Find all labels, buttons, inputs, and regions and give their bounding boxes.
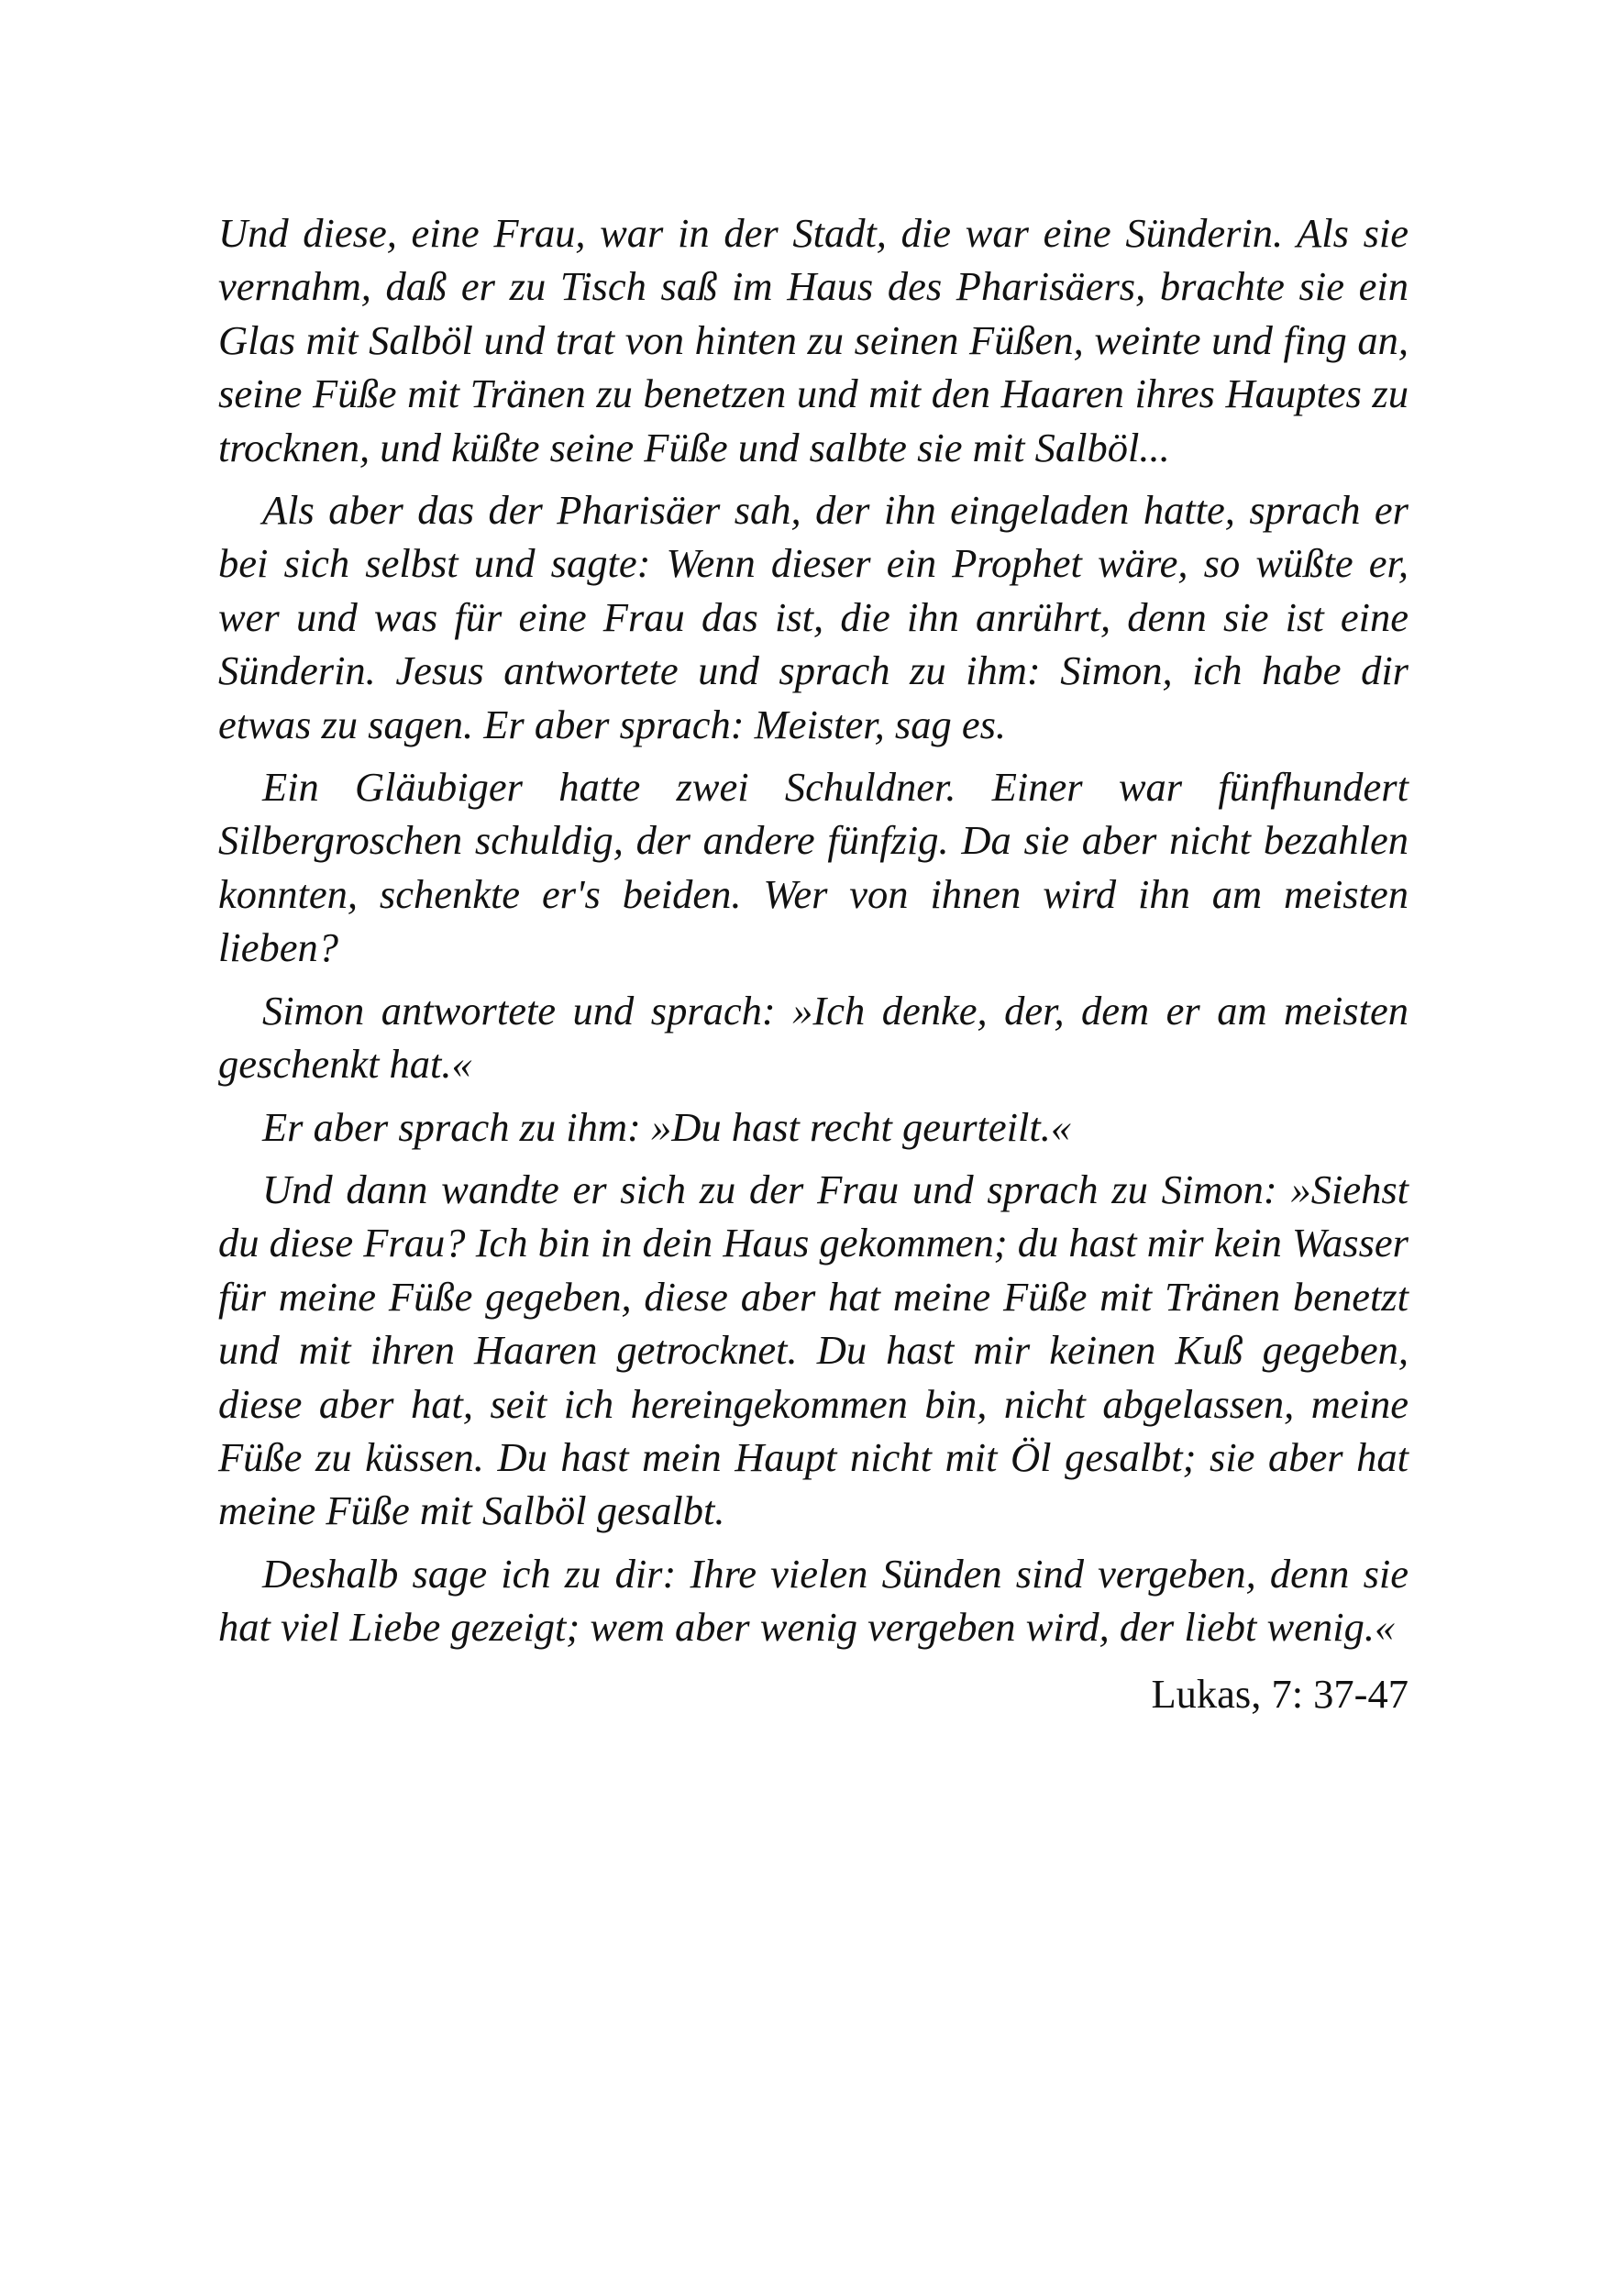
paragraph-5: Er aber sprach zu ihm: »Du hast recht geurteilt.« [262, 1103, 1072, 1150]
bible-citation: Lukas, 7: 37-47 [1151, 1670, 1409, 1717]
paragraph-4: Simon antwortete und sprach: »Ich denke, der, dem er am meisten geschenkt hat.« [218, 987, 1409, 1088]
paragraph-2: Als aber das der Pharisäer sah, der ihn eingeladen hatte, sprach er bei sich selbst und sagte: Wenn dieser ein Prophet wäre, so wüßte er, wer und was für eine Frau das ist, die ihn anrührt, denn sie ist eine Sünderin. Jesus antwortete und sprach zu ihm: Simon, ich habe dir etwas zu sagen. Er aber sprach: Meister, sag es. [218, 487, 1409, 747]
paragraph-6: Und dann wandte er sich zu der Frau und sprach zu Simon: »Siehst du diese Frau? Ich bin in dein Haus gekommen; du hast mir kein Wasser für meine Füße gegeben, diese aber hat meine Füße mit Tränen benetzt und mit ihren Haaren getrocknet. Du hast mir keinen Kuß gegeben, diese aber hat, seit ich hereingekommen bin, nicht abgelassen, meine Füße zu küssen. Du hast mein Haupt nicht mit Öl gesalbt; sie aber hat meine Füße mit Salböl gesalbt. [218, 1166, 1409, 1534]
paragraph-7: Deshalb sage ich zu dir: Ihre vielen Sünden sind vergeben, denn sie hat viel Liebe gezeigt; wem aber wenig vergeben wird, der liebt wenig.« [218, 1550, 1409, 1651]
paragraph-3: Ein Gläubiger hatte zwei Schuldner. Einer war fünfhundert Silbergroschen schuldig, der andere fünfzig. Da sie aber nicht bezahlen konnten, schenkte er's beiden. Wer von ihnen wird ihn am meisten lieben? [218, 764, 1409, 971]
document-page [218, 206, 1409, 1720]
paragraph-1: Und diese, eine Frau, war in der Stadt, die war eine Sünderin. Als sie vernahm, daß er zu Tisch saß im Haus des Pharisäers, brachte sie ein Glas mit Salböl und trat von hinten zu seinen Füßen, weinte und fing an, seine Füße mit Tränen zu benetzen und mit den Haaren ihres Hauptes zu trocknen, und küßte seine Füße und salbte sie mit Salböl... [218, 210, 1409, 470]
